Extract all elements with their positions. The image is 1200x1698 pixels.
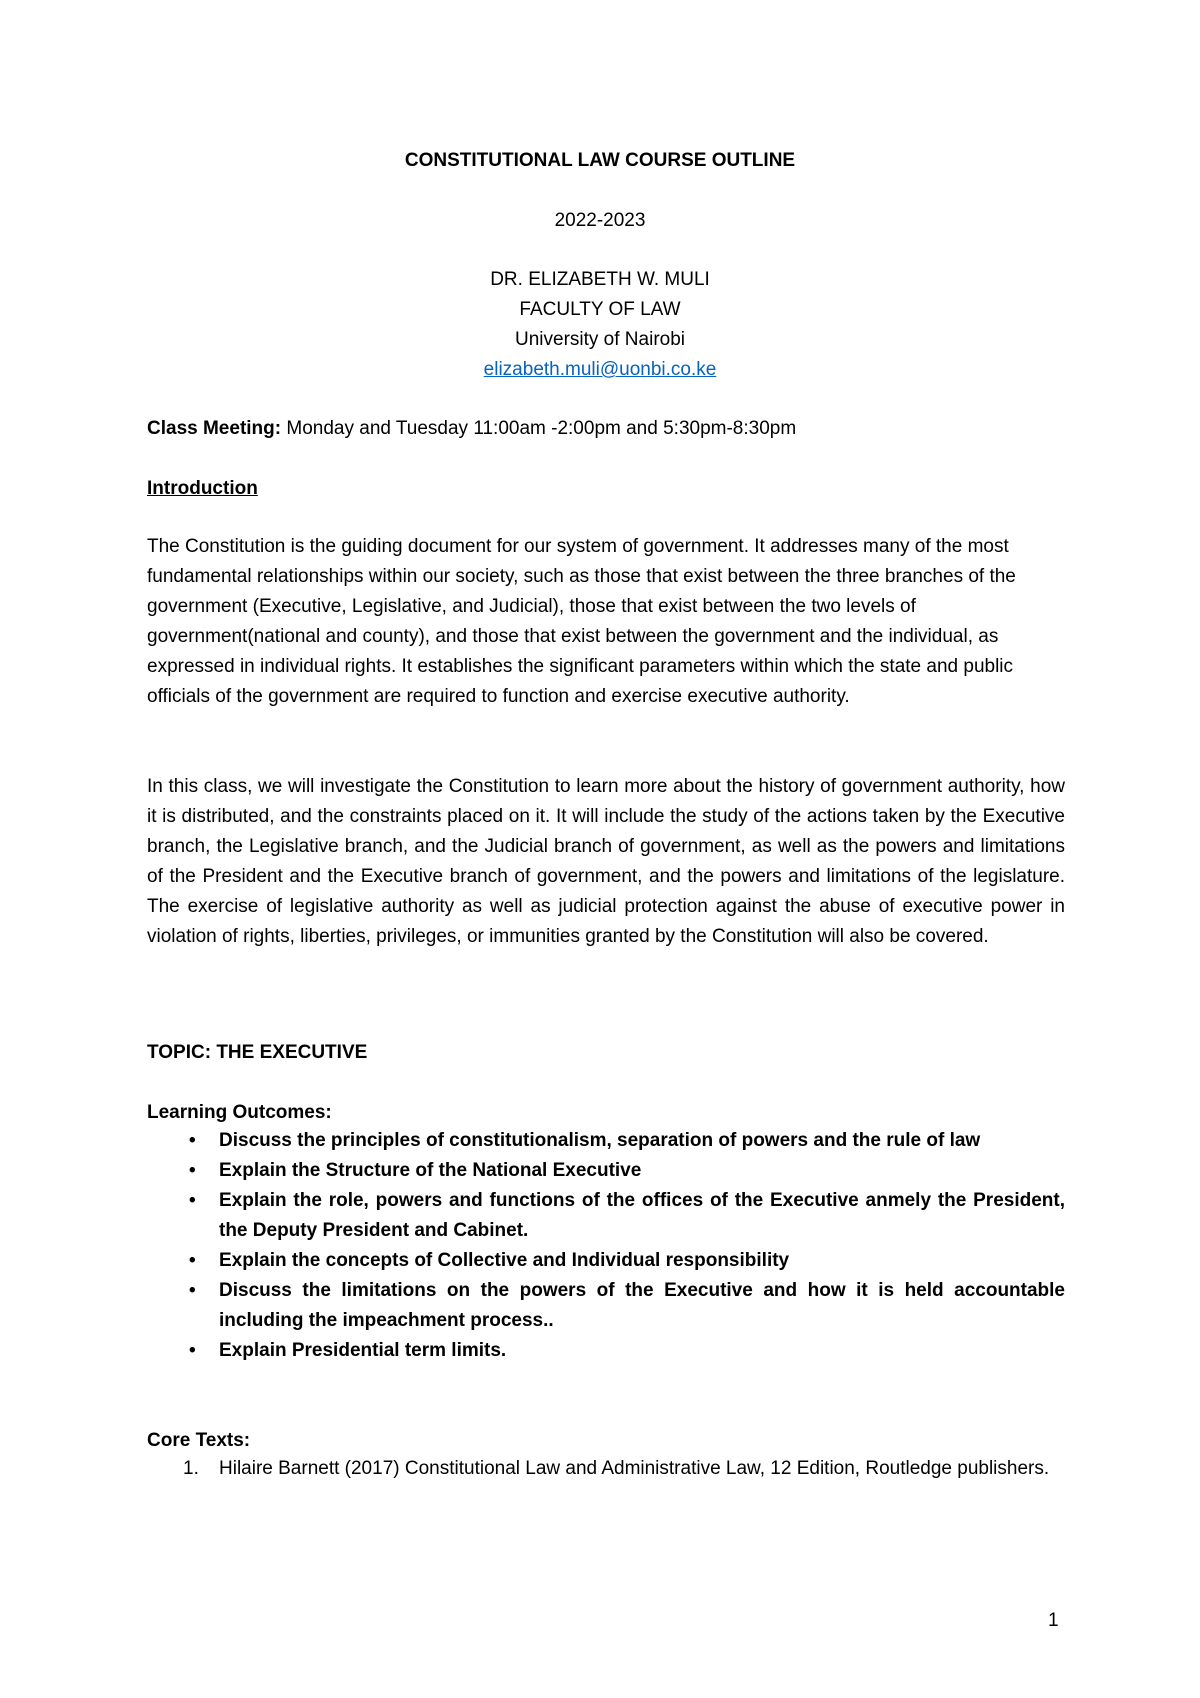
university-name: University of Nairobi — [515, 329, 685, 350]
introduction-paragraph-1: The Constitution is the guiding document for our system of government. It addresses many of the most fundamental relationships within our society, such as those that exist between the three branches of the government (Executive, Legislative, and Judicial), those that exist between the two levels of government(national and county), and those that exist between the government and the individual, as expressed in individual rights. It establishes the significant parameters within which the state and public officials of the government are required to function and exercise executive authority. — [147, 536, 1016, 707]
list-item: • Explain the Structure of the National Executive — [147, 1156, 1065, 1186]
class-meeting-line — [147, 418, 796, 440]
core-texts-list — [147, 1454, 1065, 1484]
bullet-icon: • — [189, 1250, 196, 1271]
class-meeting-label: Class Meeting: — [147, 418, 282, 439]
bullet-icon: • — [189, 1190, 196, 1211]
introduction-paragraph-2: In this class, we will investigate the Constitution to learn more about the history of government authority, how it is distributed, and the constraints placed on it. It will include the study of the actions taken by the Executive branch, the Legislative branch, and the Judicial branch of government, as well as the powers and limitations of the President and the Executive branch of government, and the powers and limitations of the legislature. The exercise of legislative authority as well as judicial protection against the abuse of executive power in violation of rights, liberties, privileges, or immunities granted by the Constitution will also be covered. — [147, 776, 1065, 947]
topic-heading: TOPIC: THE EXECUTIVE — [147, 1042, 368, 1063]
learning-outcomes-label: Learning Outcomes: — [147, 1102, 332, 1123]
list-number: 1. — [183, 1458, 199, 1479]
document-title: CONSTITUTIONAL LAW COURSE OUTLINE — [404, 150, 796, 171]
author-email-line — [0, 359, 1200, 381]
faculty-name: FACULTY OF LAW — [519, 299, 681, 320]
list-item: 1. Hilaire Barnett (2017) Constitutional Law and Administrative Law, 12 Edition, Routledge publishers. — [147, 1454, 1065, 1484]
list-item: • Explain the concepts of Collective and Individual responsibility — [147, 1246, 1065, 1276]
bullet-icon: • — [189, 1130, 196, 1151]
list-item: • Discuss the principles of constitutionalism, separation of powers and the rule of law — [147, 1126, 1065, 1156]
list-item: • Discuss the limitations on the powers of the Executive and how it is held accountable including the impeachment process.. — [147, 1276, 1065, 1336]
learning-outcomes-list — [147, 1126, 1065, 1366]
academic-year: 2022-2023 — [554, 210, 646, 231]
author-email-link[interactable]: elizabeth.muli@uonbi.co.ke — [483, 359, 717, 380]
author-name: DR. ELIZABETH W. MULI — [490, 269, 710, 290]
introduction-heading: Introduction — [147, 478, 258, 499]
list-item: • Explain Presidential term limits. — [147, 1336, 1065, 1366]
page-number: 1 — [1048, 1610, 1059, 1631]
list-item: • Explain the role, powers and functions of the offices of the Executive anmely the President, the Deputy President and Cabinet. — [147, 1186, 1065, 1246]
bullet-icon: • — [189, 1340, 196, 1361]
core-texts-label: Core Texts: — [147, 1430, 251, 1451]
class-meeting-value: Monday and Tuesday 11:00am -2:00pm and 5:30pm-8:30pm — [281, 418, 797, 439]
bullet-icon: • — [189, 1160, 196, 1181]
bullet-icon: • — [189, 1280, 196, 1301]
